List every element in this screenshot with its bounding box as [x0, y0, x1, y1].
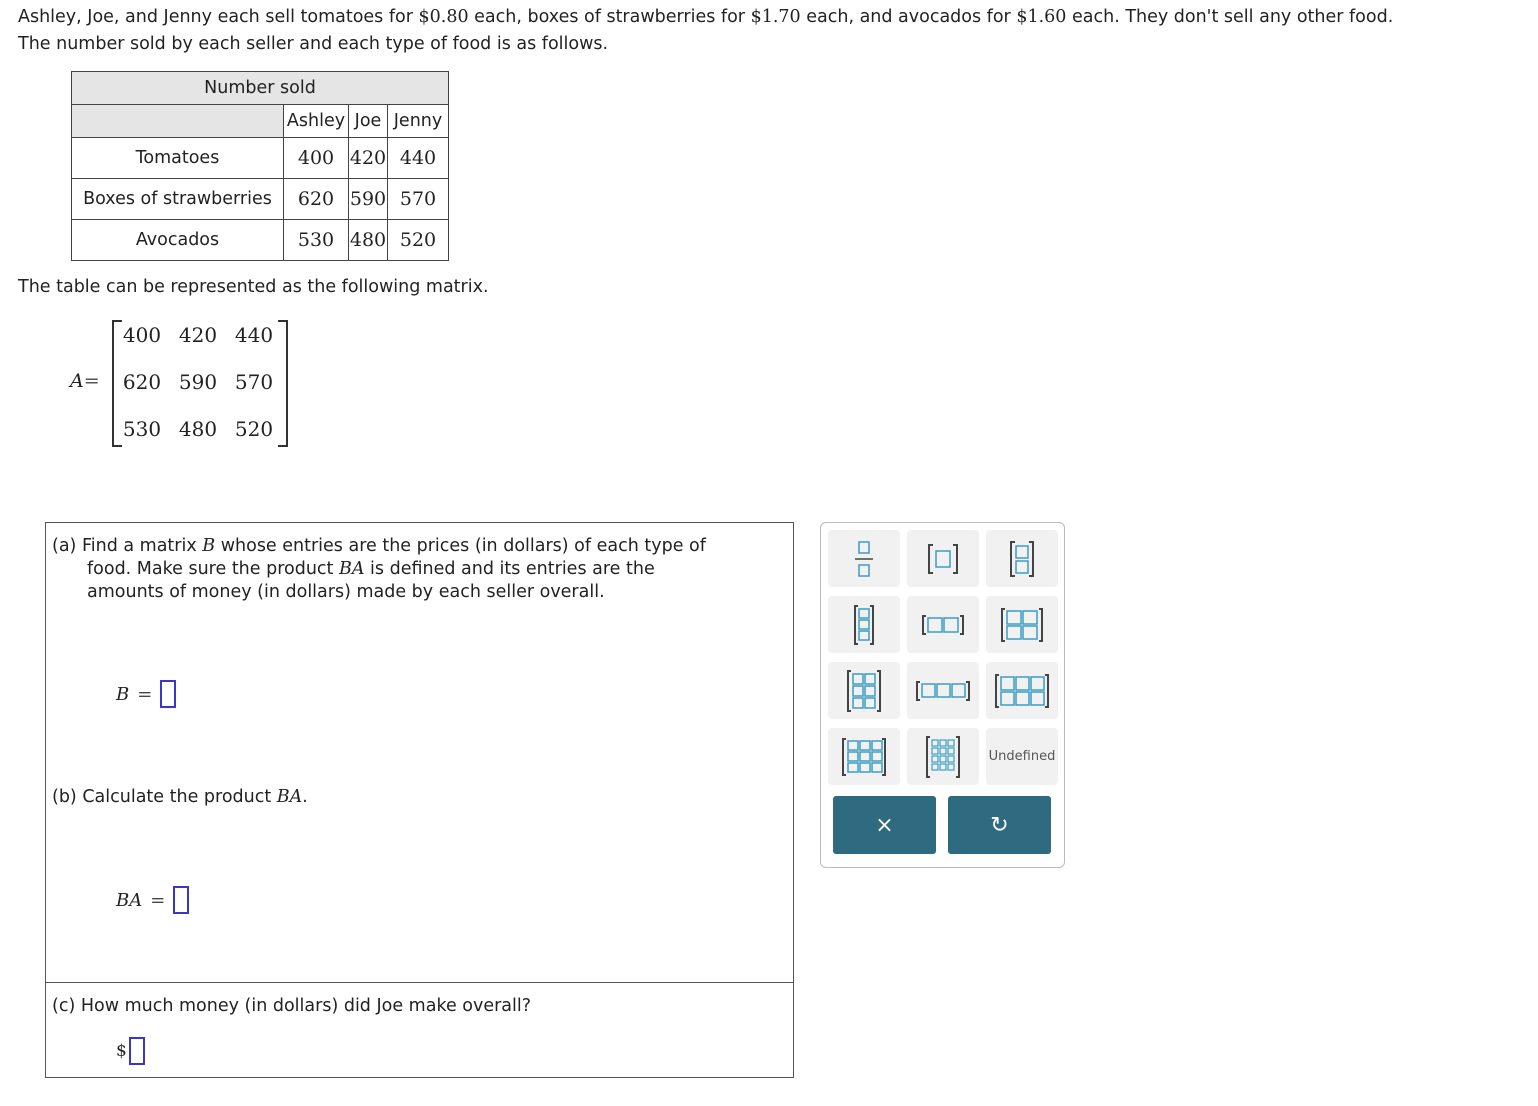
- part-a-answer-row: [116, 680, 176, 708]
- table-cell: 520: [388, 220, 449, 261]
- clear-button[interactable]: [833, 796, 936, 854]
- answer-label: BA: [116, 889, 143, 911]
- matrix-mxn-icon: [925, 735, 961, 779]
- undo-icon: ↻: [990, 812, 1009, 838]
- left-bracket: [112, 320, 122, 447]
- equals-sign: =: [137, 683, 153, 705]
- intro-text: The number sold by each seller and each type of food is as follows.: [18, 34, 609, 54]
- strawberry-price: $1.70: [750, 7, 801, 27]
- matrix-3x3-button[interactable]: [828, 728, 900, 785]
- currency-sign: $: [116, 1041, 127, 1061]
- matrix-mxn-button[interactable]: [907, 728, 979, 785]
- reset-button[interactable]: [948, 796, 1051, 854]
- column-header: Ashley: [284, 105, 349, 138]
- matrix-1x1-icon: [927, 543, 959, 575]
- problem-intro: [18, 4, 1528, 58]
- matrix-3x2-button[interactable]: [828, 662, 900, 719]
- tomato-price: $0.80: [418, 7, 469, 27]
- table-row: [72, 179, 449, 220]
- equals-sign: =: [150, 889, 166, 911]
- matrix-entry: 520: [234, 417, 274, 441]
- avocado-price: $1.60: [1016, 7, 1067, 27]
- matrix-palette: [820, 522, 1065, 868]
- part-c-answer-row: [116, 1037, 145, 1065]
- row-label: Tomatoes: [72, 138, 284, 179]
- matrix-label: A=: [70, 370, 100, 392]
- matrix-entry: 440: [234, 323, 274, 347]
- column-header: Jenny: [388, 105, 449, 138]
- answer-label: B: [116, 683, 130, 705]
- part-a-box: [45, 522, 794, 777]
- undefined-label: Undefined: [988, 749, 1056, 764]
- part-b-answer-row: [116, 886, 189, 914]
- right-bracket: [278, 320, 288, 447]
- undefined-button[interactable]: [986, 728, 1058, 785]
- matrix-3x1-button[interactable]: [828, 596, 900, 653]
- table-cell: 570: [388, 179, 449, 220]
- table-cell: 420: [349, 138, 388, 179]
- matrix-2x3-icon: [994, 673, 1050, 709]
- table-corner: [72, 105, 284, 138]
- matrix-2x1-button[interactable]: [986, 530, 1058, 587]
- matrix-2x1-icon: [1009, 540, 1035, 578]
- matrix-entry: 480: [178, 417, 218, 441]
- table-cell: 620: [284, 179, 349, 220]
- product-ba-input[interactable]: [173, 886, 189, 914]
- matrix-b-input[interactable]: [160, 680, 176, 708]
- matrix-3x1-icon: [853, 604, 875, 646]
- matrix-2x2-button[interactable]: [986, 596, 1058, 653]
- joe-money-input[interactable]: [129, 1037, 145, 1065]
- number-sold-table: [71, 71, 449, 261]
- matrix-1x2-button[interactable]: [907, 596, 979, 653]
- part-c-question: (c) How much money (in dollars) did Joe make overall?: [52, 996, 532, 1016]
- intro-text: each, boxes of strawberries for: [468, 7, 751, 27]
- table-cell: 480: [349, 220, 388, 261]
- matrix-entry: 420: [178, 323, 218, 347]
- matrix-entry: 620: [122, 370, 162, 394]
- intro-text: each. They don't sell any other food.: [1066, 7, 1394, 27]
- table-cell: 440: [388, 138, 449, 179]
- matrix-3x3-icon: [841, 737, 887, 777]
- table-row: [72, 138, 449, 179]
- table-cell: 590: [349, 179, 388, 220]
- part-b-question: (b) Calculate the product BA.: [52, 787, 308, 807]
- close-icon: ×: [875, 812, 894, 838]
- intro-text: each, and avocados for: [800, 7, 1017, 27]
- part-b-box: [45, 775, 794, 983]
- intro-text: Ashley, Joe, and Jenny each sell tomatoes for: [18, 7, 419, 27]
- fraction-icon: [854, 540, 874, 578]
- table-title: Number sold: [72, 72, 449, 105]
- row-label: Avocados: [72, 220, 284, 261]
- matrix-2x3-button[interactable]: [986, 662, 1058, 719]
- matrix-intro: The table can be represented as the following matrix.: [18, 277, 489, 297]
- table-row: [72, 220, 449, 261]
- matrix-entry: 570: [234, 370, 274, 394]
- matrix-3x2-icon: [846, 669, 882, 713]
- part-c-box: [45, 982, 794, 1078]
- part-a-question: (a) Find a matrix B whose entries are the prices (in dollars) of each type of food. Make sure the product BA is defined and its entries are the amounts of money (in dollars) made by each seller overall.: [52, 536, 706, 602]
- matrix-1x1-button[interactable]: [907, 530, 979, 587]
- column-header: Joe: [349, 105, 388, 138]
- matrix-1x2-icon: [921, 614, 965, 636]
- matrix-entry: 400: [122, 323, 162, 347]
- matrix-2x2-icon: [1000, 607, 1044, 643]
- matrix-1x3-icon: [915, 680, 971, 702]
- row-label: Boxes of strawberries: [72, 179, 284, 220]
- matrix-1x3-button[interactable]: [907, 662, 979, 719]
- matrix-entry: 590: [178, 370, 218, 394]
- fraction-template-button[interactable]: [828, 530, 900, 587]
- table-cell: 530: [284, 220, 349, 261]
- matrix-entry: 530: [122, 417, 162, 441]
- table-cell: 400: [284, 138, 349, 179]
